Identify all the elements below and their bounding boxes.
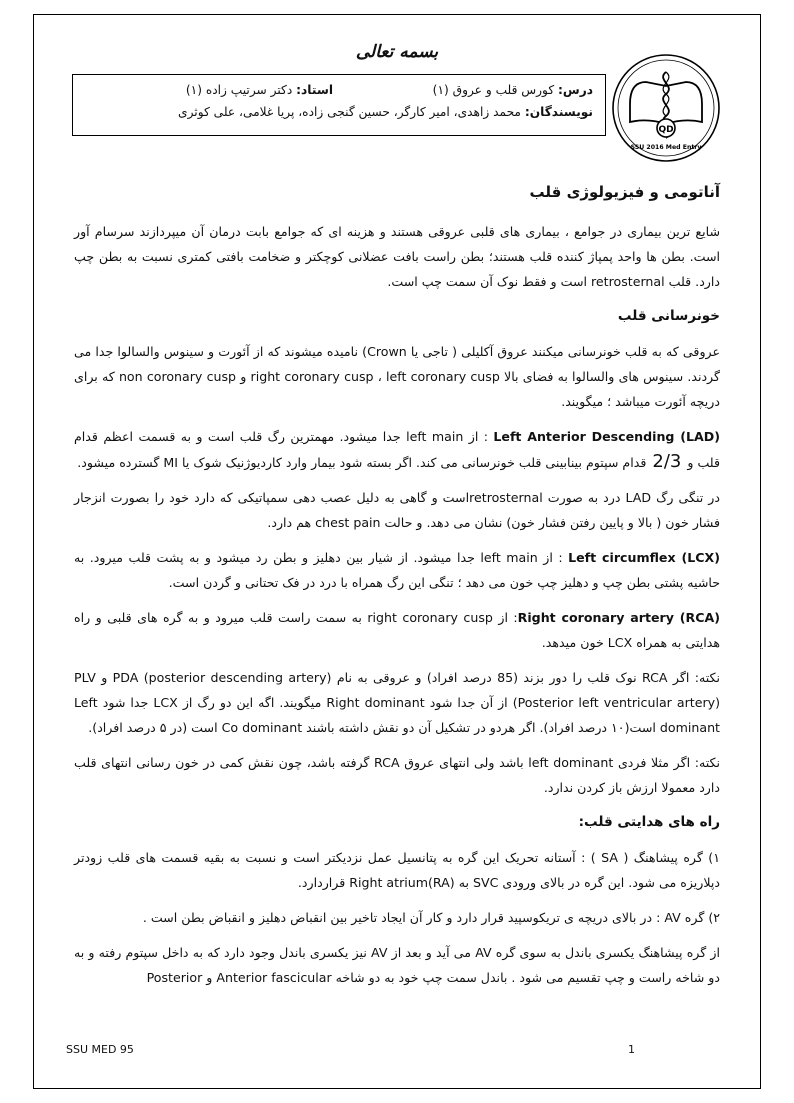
section-title-anatomy: آناتومی و فیزیولوژی قلب [529, 183, 720, 201]
paragraph-rca [74, 605, 720, 655]
authors-info [178, 105, 593, 119]
list-item-sa-node: ۱) گره پیشاهنگ ( SA ) : آستانه تحریک این گره به پتانسیل عمل نزدیکتر است و نسبت به بقیه قسمت های قلب زودتر دپلاریزه می شود. این گره در بالای ورودی SVC به Right atrium(RA) قراردارد. [74, 850, 720, 890]
logo-text: SSU 2016 Med Entry [630, 144, 702, 151]
header-row-course [85, 83, 593, 105]
lcx-text: : از left main جدا میشود. از شیار بین دهلیز و بطن رد میشود و به پشت قلب میرود. به حاشیه پشتی بطن چپ و دهلیز چپ خون می دهد ؛ تنگی این رگ همراه با درد در فک تحتانی و گردن است. [74, 550, 720, 590]
section-title-conduction: راه های هدایتی قلب: [578, 814, 720, 830]
lad-text-a: : از left main جدا میشود. مهمترین رگ قلب است و به قسمت اعظم قدام قلب و [74, 429, 720, 470]
rca-text: : از right coronary cusp به سمت راست قلب میرود و به گره های قلبی و راه هدایتی به همراه LCX خون میدهد. [74, 610, 720, 650]
teacher-info [186, 83, 333, 97]
lad-label: Left Anterior Descending (LAD) [493, 429, 720, 444]
paragraph-coronary-arteries: عروقی که به قلب خونرسانی میکنند عروق آکلیلی ( تاجی یا Crown) نامیده میشوند که از آئورت و سینوس والسالوا جدا می گردند. سینوس های والسالوا به فضای بالا right coronary cusp ، left coronary cusp و non coronary cusp که برای دریچه آئورت میباشد ؛ میگویند. [74, 344, 720, 409]
lad-text-b: قدام سپتوم بینابینی قلب خونرسانی می کند. اگر بسته شود بیمار وارد کاردیوژنیک شوک یا MI گسترده میشود. [77, 455, 647, 470]
header-row-authors [85, 105, 593, 127]
rca-label: Right coronary artery (RCA) [517, 610, 720, 625]
footer-label: SSU MED 95 [66, 1043, 134, 1056]
svg-text:QD: QD [658, 125, 674, 135]
main-content [74, 180, 720, 1000]
section-title-blood-supply: خونرسانی قلب [617, 308, 720, 324]
course-value: کورس قلب و عروق (۱) [432, 83, 559, 97]
lad-fraction: 2/3 [652, 451, 682, 472]
ssu-logo [610, 52, 722, 164]
lcx-label: Left circumflex (LCX) [568, 550, 720, 565]
page-number: 1 [628, 1043, 635, 1056]
paragraph-lad [74, 424, 720, 475]
paragraph-intro: شایع ترین بیماری در جوامع ، بیماری های قلبی عروقی هستند و هزینه ای که جوامع بابت درمان آن میپردازند سرسام آور است. بطن ها واحد پمپاژ کننده قلب هستند؛ بطن راست بافت عضلانی کوچکتر و ضخامت بافتی کمتری نسبت به بطن چپ دارد. قلب retrosternal است و فقط نوک آن سمت چپ است. [74, 224, 720, 289]
paragraph-bundle: از گره پیشاهنگ یکسری باندل به سوی گره AV می آید و بعد از AV نیز یکسری باندل وجود دارد که به داخل سپتوم رفته و به دو شاخه راست و چپ تقسیم می شود . باندل سمت چپ خود به دو شاخه Anterior fascicular و Posterior [74, 945, 720, 985]
authors-label: نویسندگان: [524, 105, 593, 119]
paragraph-lad-stenosis: در تنگی رگ LAD درد به صورت retrosternalاست و گاهی به دلیل عصب دهی سمپاتیکی که دارد خود را بصورت انزجار فشار خون ( بالا و پایین رفتن فشار خون) نشان می دهد. و حالت chest pain هم دارد. [74, 490, 720, 530]
authors-value: محمد زاهدی، امیر کارگر، حسین گنجی زاده، پریا غلامی، علی کوثری [178, 105, 525, 119]
teacher-label: استاد: [296, 83, 333, 97]
paragraph-lcx [74, 545, 720, 595]
basmala: بسمه تعالی [355, 42, 439, 62]
teacher-value: دکتر سرتیپ زاده (۱) [185, 83, 297, 97]
note-dominance: نکته: اگر RCA نوک قلب را دور بزند (85 درصد افراد) و عروقی به نام (posterior descending artery) PDA و PLV (Posterior left ventricular artery) از آن جدا شود Right dominant میگویند. اگه این دو رگ از LCX جدا شود Left dominant است(۱۰ درصد افراد). اگر هردو در تشکیل آن دو نقش داشته باشند Co dominant است (در ۵ درصد افراد). [74, 670, 720, 735]
list-item-av-node: ۲) گره AV : در بالای دریچه ی تریکوسپید قرار دارد و کار آن ایجاد تاخیر بین انقباض دهلیز و انقباض بطن است . [142, 910, 720, 925]
course-info [433, 83, 593, 97]
course-label: درس: [558, 83, 593, 97]
note-left-dominant: نکته: اگر مثلا فردی left dominant باشد ولی انتهای عروق RCA گرفته باشد، چون نقش کمی در خون رسانی انتهای قلب دارد معمولا ارزش باز کردن ندارد. [74, 755, 720, 795]
header-box [72, 74, 606, 136]
